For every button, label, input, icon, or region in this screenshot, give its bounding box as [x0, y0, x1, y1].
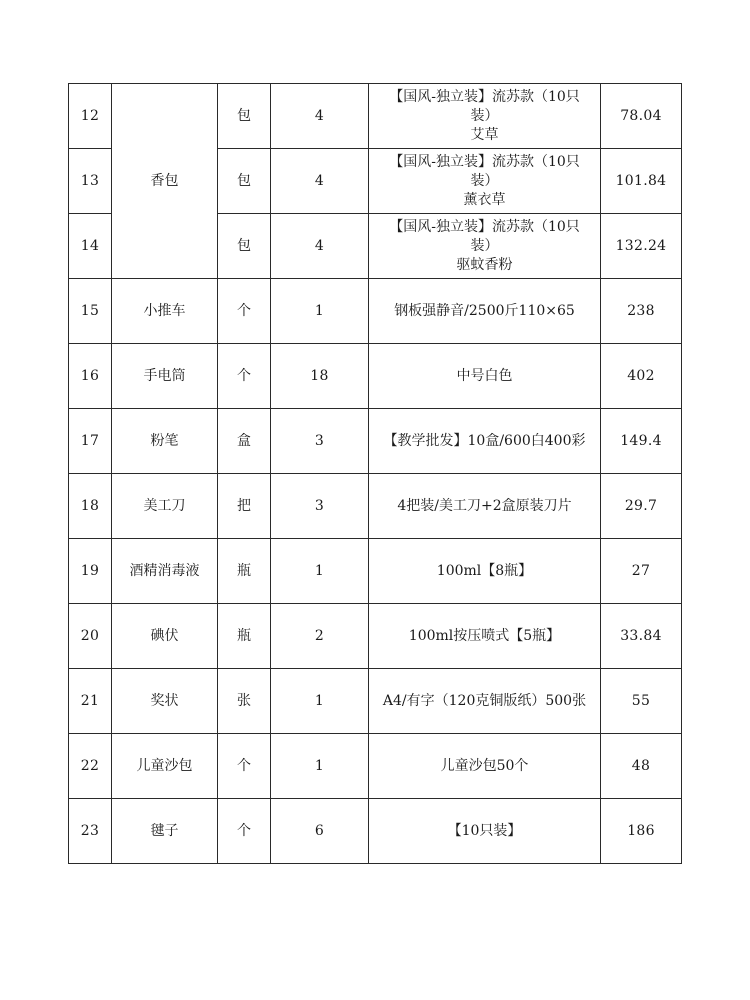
table-row — [69, 734, 682, 799]
item-spec: 钢板强静音/2500斤110×65 — [369, 279, 601, 344]
spec-line: 【国风-独立装】流苏款（10只 — [389, 218, 580, 235]
item-quantity: 1 — [271, 669, 369, 734]
spec-line: 装） — [470, 107, 499, 124]
item-quantity: 6 — [271, 799, 369, 864]
row-number: 20 — [69, 604, 112, 669]
item-spec: 100ml【8瓶】 — [369, 539, 601, 604]
spec-line: 【国风-独立装】流苏款（10只 — [389, 88, 580, 105]
item-table — [68, 83, 682, 864]
item-spec — [369, 214, 601, 279]
table-row — [69, 539, 682, 604]
item-unit: 个 — [218, 734, 271, 799]
table-row — [69, 799, 682, 864]
row-number: 23 — [69, 799, 112, 864]
item-price: 132.24 — [601, 214, 682, 279]
row-number: 22 — [69, 734, 112, 799]
item-quantity: 3 — [271, 474, 369, 539]
table-row — [69, 409, 682, 474]
spec-line: 装） — [470, 237, 499, 254]
item-name: 酒精消毒液 — [112, 539, 218, 604]
item-spec: 儿童沙包50个 — [369, 734, 601, 799]
item-name: 美工刀 — [112, 474, 218, 539]
item-name: 儿童沙包 — [112, 734, 218, 799]
item-name: 小推车 — [112, 279, 218, 344]
item-price: 33.84 — [601, 604, 682, 669]
item-name: 奖状 — [112, 669, 218, 734]
row-number: 19 — [69, 539, 112, 604]
row-number: 13 — [69, 149, 112, 214]
item-spec: A4/有字（120克铜版纸）500张 — [369, 669, 601, 734]
item-unit: 包 — [218, 149, 271, 214]
item-quantity: 4 — [271, 214, 369, 279]
item-price: 238 — [601, 279, 682, 344]
item-name: 粉笔 — [112, 409, 218, 474]
item-name: 碘伏 — [112, 604, 218, 669]
item-spec: 【教学批发】10盒/600白400彩 — [369, 409, 601, 474]
table-row — [69, 604, 682, 669]
item-unit: 瓶 — [218, 604, 271, 669]
row-number: 16 — [69, 344, 112, 409]
row-number: 15 — [69, 279, 112, 344]
item-unit: 张 — [218, 669, 271, 734]
item-price: 78.04 — [601, 84, 682, 149]
row-number: 12 — [69, 84, 112, 149]
spec-line: 驱蚊香粉 — [456, 256, 513, 273]
item-quantity: 4 — [271, 84, 369, 149]
item-unit: 包 — [218, 214, 271, 279]
table-row — [69, 344, 682, 409]
table-row — [69, 474, 682, 539]
item-price: 402 — [601, 344, 682, 409]
spec-line: 薰衣草 — [463, 191, 506, 208]
item-unit: 包 — [218, 84, 271, 149]
item-price: 101.84 — [601, 149, 682, 214]
item-name: 毽子 — [112, 799, 218, 864]
item-spec — [369, 84, 601, 149]
item-price: 149.4 — [601, 409, 682, 474]
item-name: 手电筒 — [112, 344, 218, 409]
item-unit: 个 — [218, 279, 271, 344]
item-unit: 瓶 — [218, 539, 271, 604]
spec-line: 装） — [470, 172, 499, 189]
item-price: 27 — [601, 539, 682, 604]
item-unit: 把 — [218, 474, 271, 539]
item-name: 香包 — [112, 84, 218, 279]
item-price: 186 — [601, 799, 682, 864]
table-row — [69, 84, 682, 149]
item-quantity: 1 — [271, 734, 369, 799]
row-number: 14 — [69, 214, 112, 279]
row-number: 17 — [69, 409, 112, 474]
item-unit: 个 — [218, 799, 271, 864]
item-price: 48 — [601, 734, 682, 799]
row-number: 18 — [69, 474, 112, 539]
item-unit: 盒 — [218, 409, 271, 474]
item-spec: 100ml按压喷式【5瓶】 — [369, 604, 601, 669]
item-unit: 个 — [218, 344, 271, 409]
item-quantity: 3 — [271, 409, 369, 474]
table-row — [69, 669, 682, 734]
item-quantity: 1 — [271, 279, 369, 344]
item-quantity: 4 — [271, 149, 369, 214]
item-price: 29.7 — [601, 474, 682, 539]
item-spec: 【10只装】 — [369, 799, 601, 864]
item-spec: 中号白色 — [369, 344, 601, 409]
table-row — [69, 279, 682, 344]
item-price: 55 — [601, 669, 682, 734]
item-quantity: 2 — [271, 604, 369, 669]
item-quantity: 18 — [271, 344, 369, 409]
item-quantity: 1 — [271, 539, 369, 604]
spec-line: 艾草 — [470, 126, 499, 143]
item-spec: 4把装/美工刀+2盒原装刀片 — [369, 474, 601, 539]
row-number: 21 — [69, 669, 112, 734]
item-spec — [369, 149, 601, 214]
spec-line: 【国风-独立装】流苏款（10只 — [389, 153, 580, 170]
